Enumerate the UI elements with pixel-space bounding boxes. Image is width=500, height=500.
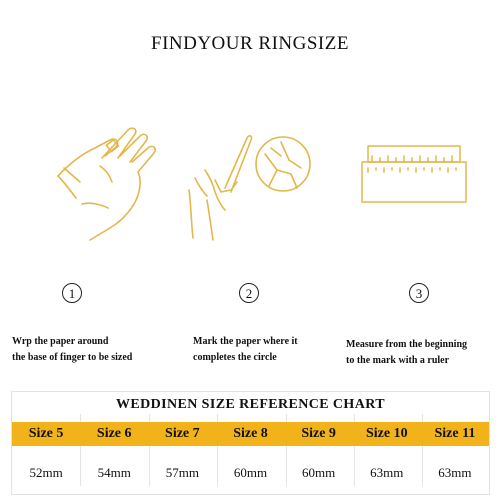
step-3-number: 3 (409, 283, 429, 303)
size-cell: Size 10 (365, 426, 408, 441)
step-3-text (346, 337, 467, 369)
step-1-line-1: Wrp the paper around (12, 336, 109, 347)
mm-row (12, 462, 489, 484)
mm-cell: 60mm (233, 465, 268, 480)
size-reference-chart (11, 391, 490, 495)
step-2-line-2: completes the circle (193, 352, 277, 363)
size-cell: Size 6 (96, 426, 132, 441)
mm-cell: 63mm (438, 465, 472, 480)
mm-cell: 60mm (302, 465, 336, 480)
step-1-number: 1 (62, 283, 82, 303)
step-1-line-2: the base of finger to be sized (12, 352, 133, 363)
mm-cell: 54mm (97, 465, 131, 480)
step-3-line-2: to the mark with a ruler (346, 355, 450, 366)
mark-paper-illustration (185, 130, 315, 242)
step-3-line-1: Measure from the beginning (346, 339, 468, 350)
size-row (12, 422, 489, 446)
mm-cell: 52mm (29, 465, 63, 480)
size-cell: Size 5 (28, 426, 64, 441)
page-title: FINDYOUR RINGSIZE (151, 33, 349, 54)
step-2-line-1: Mark the paper where it (193, 336, 298, 347)
hand-wrap-illustration (50, 118, 165, 248)
mm-cell: 57mm (165, 465, 199, 480)
step-2-text (193, 334, 298, 366)
size-cell: Size 9 (301, 426, 336, 441)
mm-cell: 63mm (370, 465, 404, 480)
chart-title: WEDDINEN SIZE REFERENCE CHART (116, 397, 385, 412)
ruler-illustration (360, 142, 468, 206)
step-2-number: 2 (239, 283, 259, 303)
size-cell: Size 11 (434, 426, 476, 441)
size-cell: Size 7 (165, 426, 200, 441)
size-cell: Size 8 (233, 426, 268, 441)
step-1-text (12, 334, 132, 366)
